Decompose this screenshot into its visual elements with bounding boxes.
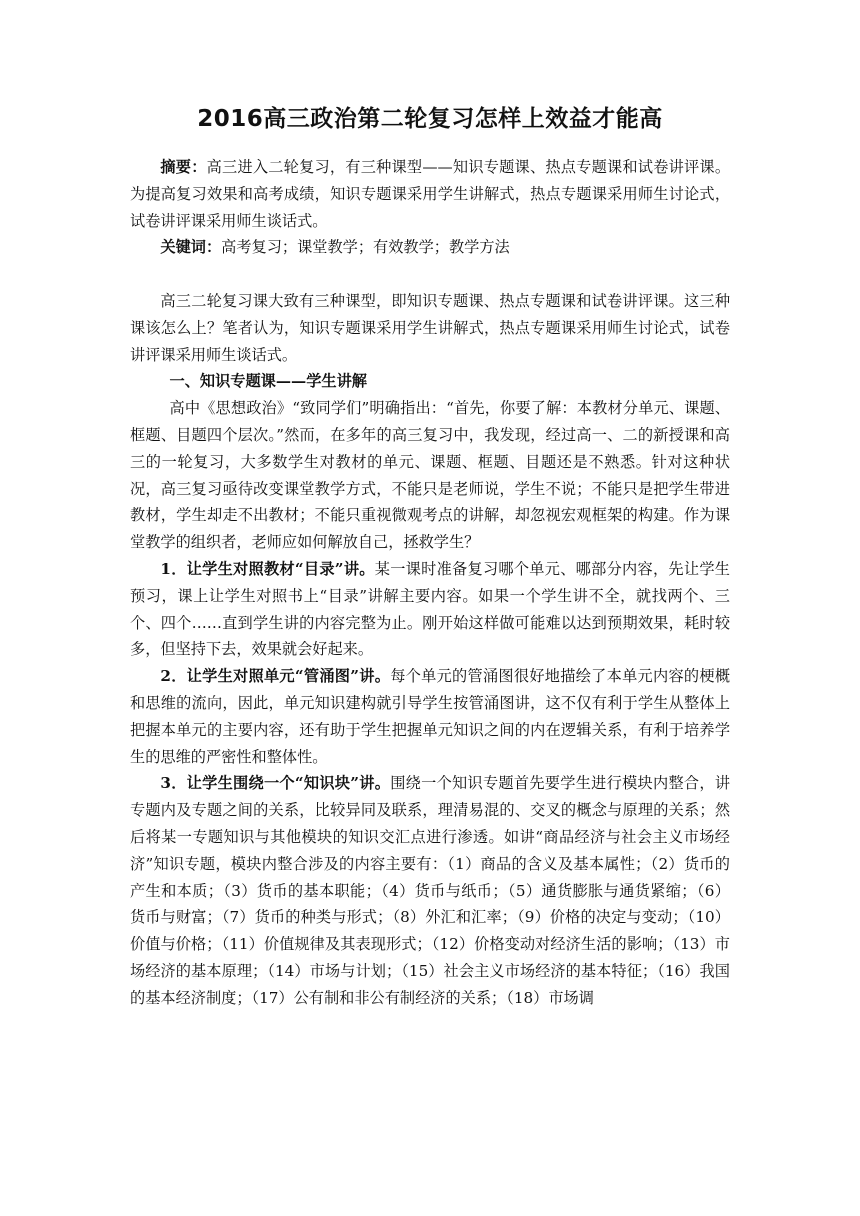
keywords-paragraph: [130, 234, 730, 261]
abstract-label: 摘要：: [160, 158, 207, 176]
abstract-text: 高三进入二轮复习，有三种课型——知识专题课、热点专题课和试卷讲评课。为提高复习效果和高考成绩，知识专题课采用学生讲解式，热点专题课采用师生讨论式，试卷讲评课采用师生谈话式。: [130, 158, 731, 230]
item-text: 围绕一个知识专题首先要学生进行模块内整合，讲专题内及专题之间的关系，比较异同及联系，理清易混的、交叉的概念与原理的关系；然后将某一专题知识与其他模块的知识交汇点进行渗透。如讲“商品经济与社会主义市场经济”知识专题，模块内整合涉及的内容主要有：（1）商品的含义及基本属性；（2）货币的产生和本质；（3）货币的基本职能；（4）货币与纸币；（5）通货膨胀与通货紧缩；（6）货币与财富；（7）货币的种类与形式；（8）外汇和汇率；（9）价格的决定与变动；（10）价值与价格；（11）价值规律及其表现形式；（12）价格变动对经济生活的影响；（13）市场经济的基本原理；（14）市场与计划；（15）社会主义市场经济的基本特征；（16）我国的基本经济制度；（17）公有制和非公有制经济的关系；（18）市场调: [130, 774, 731, 1007]
list-item: [130, 556, 730, 663]
document-title: 2016高三政治第二轮复习怎样上效益才能高: [197, 106, 663, 132]
section-heading: 一、知识专题课——学生讲解: [169, 372, 367, 391]
item-text: 某一课时准备复习哪个单元、哪部分内容，先让学生预习，课上让学生对照书上“目录”讲解主要内容。如果一个学生讲不全，就找两个、三个、四个……直到学生讲的内容完整为止。刚开始这样做可能难以达到预期效果，耗时较多，但坚持下去，效果就会好起来。: [130, 559, 730, 659]
intro-paragraph: 高三二轮复习课大致有三种课型，即知识专题课、热点专题课和试卷讲评课。这三种课该怎么上？笔者认为，知识专题课采用学生讲解式，热点专题课采用师生讨论式，试卷讲评课采用师生谈话式。: [130, 291, 730, 364]
item-text: 每个单元的管涌图很好地描绘了本单元内容的梗概和思维的流向，因此，单元知识建构就引导学生按管涌图讲，这不仅有利于学生从整体上把握本单元的主要内容，还有助于学生把握单元知识之间的内在逻辑关系，有利于培养学生的思维的严密性和整体性。: [130, 667, 731, 766]
document-body: [130, 154, 730, 1012]
item-lead: 3．让学生围绕一个“知识块”讲。: [160, 774, 391, 793]
abstract-paragraph: [130, 154, 730, 234]
keywords-text: 高考复习；课堂教学；有效教学；教学方法: [221, 238, 510, 257]
section-paragraph: 高中《思想政治》“致同学们”明确指出：“首先，你要了解：本教材分单元、课题、框题、目题四个层次。”然而，在多年的高三复习中，我发现，经过高一、二的新授课和高三的一轮复习，大多数学生对教材的单元、课题、框题、目题还是不熟悉。针对这种状况，高三复习亟待改变课堂教学方式，不能只是老师说，学生不说；不能只是把学生带进教材，学生却走不出教材；不能只重视微观考点的讲解，却忽视宏观框架的构建。作为课堂教学的组织者，老师应如何解放自己，拯救学生？: [130, 399, 730, 552]
list-item: [130, 663, 730, 770]
list-item: [130, 770, 730, 1011]
item-lead: 1．让学生对照教材“目录”讲。: [160, 559, 375, 578]
item-lead: 2．让学生对照单元“管涌图”讲。: [160, 667, 391, 686]
keywords-label: 关键词：: [160, 238, 222, 257]
